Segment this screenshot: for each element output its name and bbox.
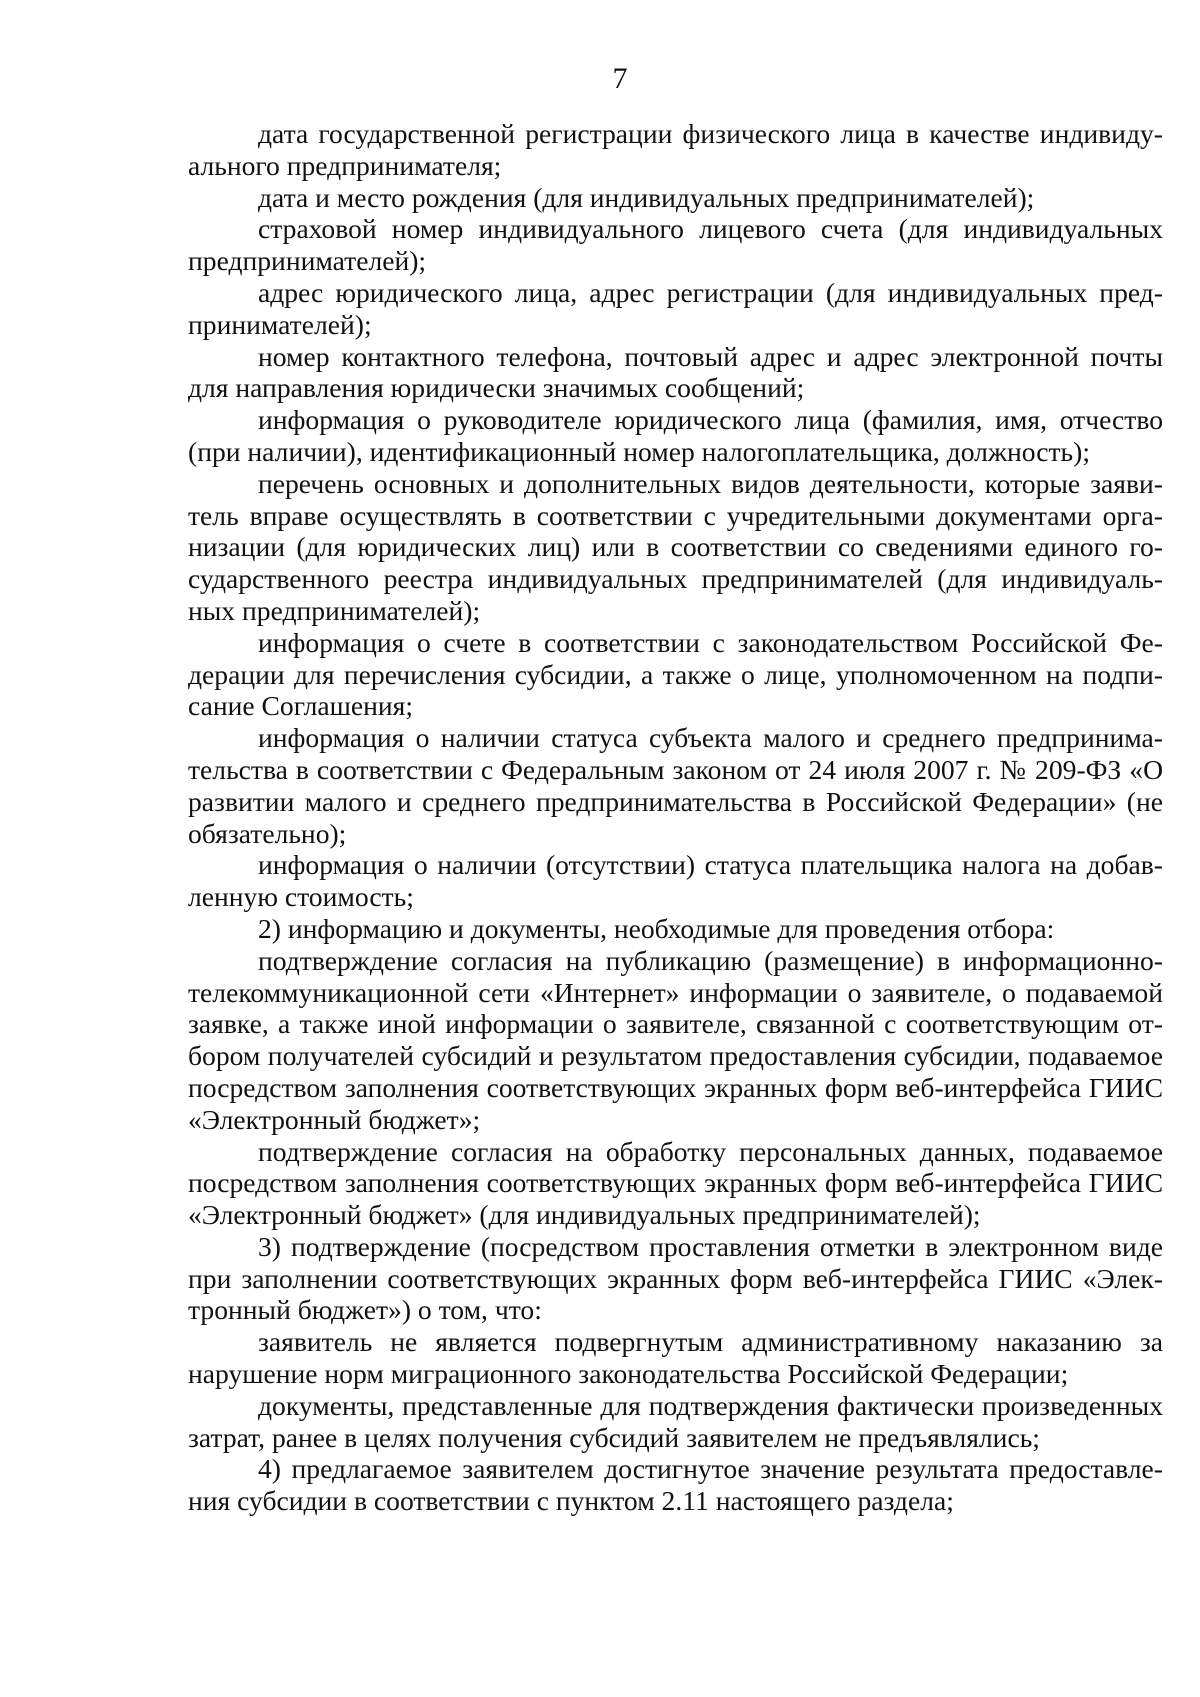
paragraph-insurance-number: страховой номер индивидуального лицевого счета (для индивидуальных предпринимателей); [188, 213, 1163, 277]
paragraph-documents-not-presented: документы, представленные для подтверждения фактически произведенных затрат, ранее в целях получения субсидий заявителем не предъявлялись; [188, 1389, 1163, 1453]
paragraph-sme-status: информация о наличии статуса субъекта малого и среднего предпринимательства в соответствии с Федеральным законом от 24 июля 2007 г. № 209-ФЗ «О развитии малого и среднего предпринимательства в Российской Федерации» (не обязательно); [188, 722, 1163, 849]
paragraph-vat-status: информация о наличии (отсутствии) статуса плательщика налога на добавленную стоимость; [188, 849, 1163, 913]
paragraph-confirmation: 3) подтверждение (посредством проставления отметки в электронном виде при заполнении соответствующих экранных форм веб-интерфейса ГИИС «Электронный бюджет») о том, что: [188, 1230, 1163, 1326]
paragraph-publication-consent: подтверждение согласия на публикацию (размещение) в информационно-телекоммуникационной сети «Интернет» информации о заявителе, о подаваемой заявке, а также иной информации о заявителе, связанной с соответствующим отбором получателей субсидий и результатом предоставления субсидии, подаваемое посредством заполнения соответствующих экранных форм веб-интерфейса ГИИС «Электронный бюджет»; [188, 944, 1163, 1135]
paragraph-legal-address: адрес юридического лица, адрес регистрации (для индивидуальных предпринимателей); [188, 276, 1163, 340]
paragraph-birth-date-place: дата и место рождения (для индивидуальных предпринимателей); [258, 181, 1035, 213]
paragraph-registration-date: дата государственной регистрации физического лица в качестве индивидуального предпринимателя; [188, 118, 1163, 181]
paragraph-personal-data-consent: подтверждение согласия на обработку персональных данных, подаваемое посредством заполнения соответствующих экранных форм веб-интерфейса ГИИС «Электронный бюджет» (для индивидуальных предпринимателей); [188, 1135, 1163, 1231]
paragraph-selection-documents: 2) информацию и документы, необходимые для проведения отбора: [258, 912, 1055, 944]
paragraph-contact-info: номер контактного телефона, почтовый адрес и адрес электронной почты для направления юридически значимых сообщений; [188, 340, 1163, 404]
page-number: 7 [612, 62, 628, 95]
paragraph-account-info: информация о счете в соответствии с законодательством Российской Федерации для перечисления субсидии, а также о лице, уполномоченном на подписание Соглашения; [188, 626, 1163, 722]
paragraph-no-admin-penalty: заявитель не является подвергнутым административному наказанию за нарушение норм миграционного законодательства Российской Федерации; [188, 1326, 1163, 1390]
paragraph-result-value: 4) предлагаемое заявителем достигнутое значение результата предоставления субсидии в соответствии с пунктом 2.11 настоящего раздела; [188, 1453, 1163, 1517]
document-body [188, 118, 1163, 1517]
paragraph-head-info: информация о руководителе юридического лица (фамилия, имя, отчество (при наличии), идентификационный номер налогоплательщика, должность); [188, 404, 1163, 467]
paragraph-activity-list: перечень основных и дополнительных видов деятельности, которые заявитель вправе осуществлять в соответствии с учредительными документами организации (для юридических лиц) или в соответствии со сведениями единого государственного реестра индивидуальных предпринимателей (для индивидуальных предпринимателей); [188, 467, 1163, 626]
